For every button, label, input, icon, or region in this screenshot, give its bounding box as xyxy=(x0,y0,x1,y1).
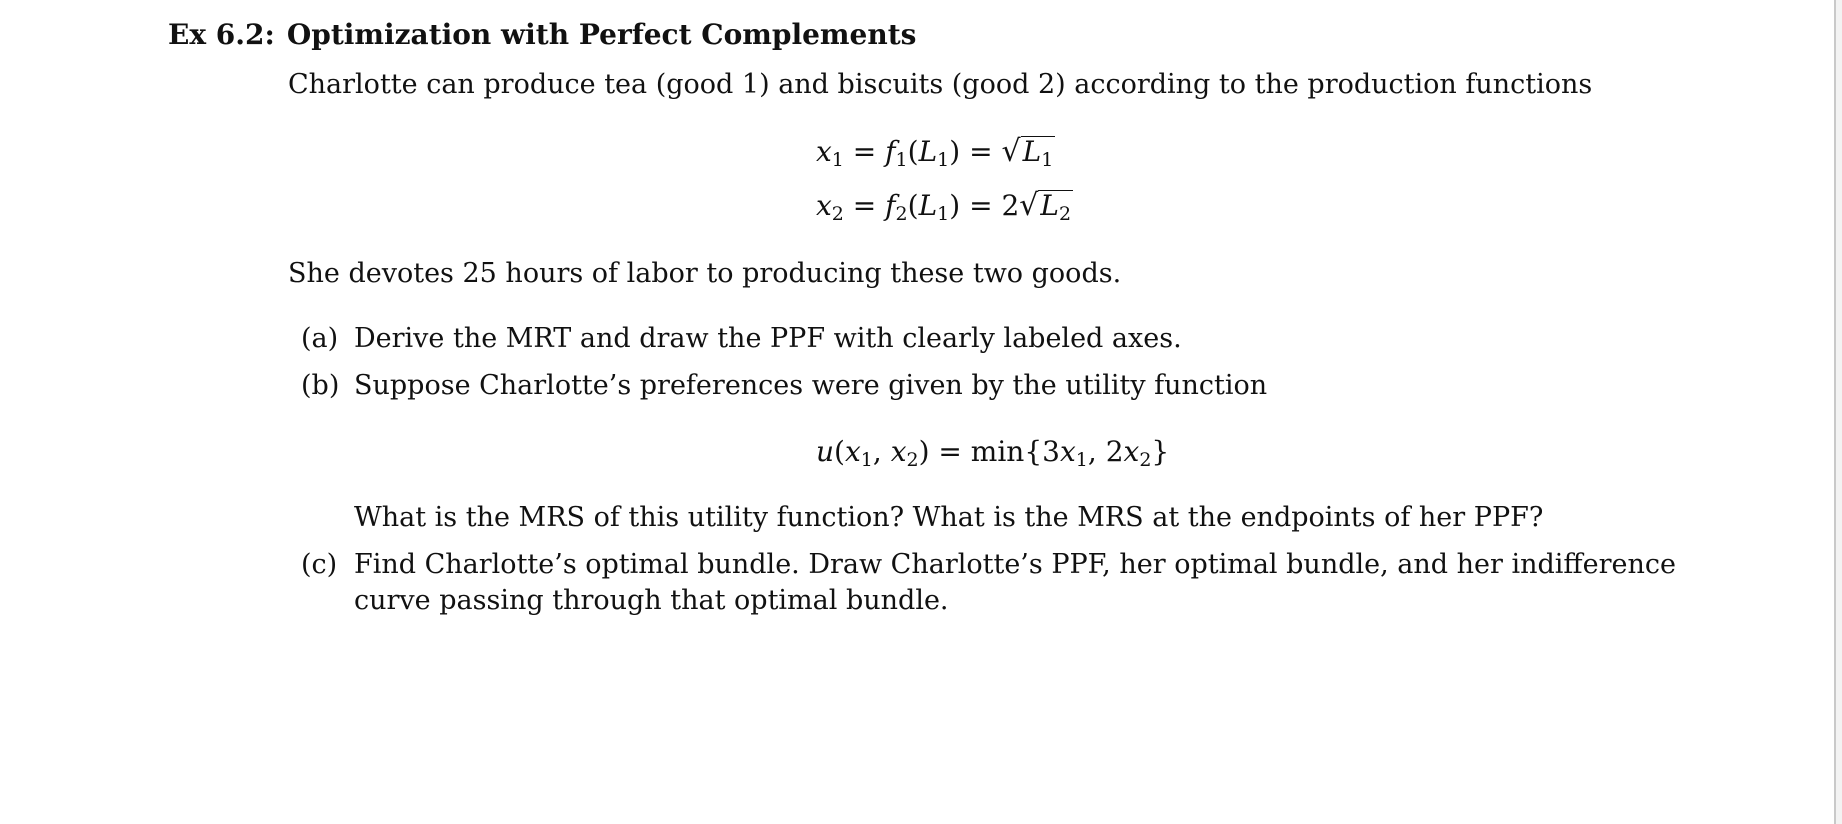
mrs-question: What is the MRS of this utility function? What is the MRS at the endpoints of her PPF? xyxy=(354,502,1544,533)
eq2-function-sub: 2 xyxy=(895,203,908,225)
eq2-coefficient: 2 xyxy=(1001,189,1020,222)
exercise-heading xyxy=(168,18,916,52)
eq1-arg: L xyxy=(918,135,938,168)
exercise-title: Optimization with Perfect Complements xyxy=(286,18,917,51)
utility-fn: u xyxy=(816,435,835,468)
eq2-arg: L xyxy=(918,189,938,222)
part-a-label: (a) xyxy=(301,323,339,354)
eq1-lhs-sub: 1 xyxy=(831,149,844,171)
part-c-text-line1: Find Charlotte’s optimal bundle. Draw Charlotte’s PPF, her optimal bundle, and her indifference xyxy=(354,549,1676,580)
eq1-function-sub: 1 xyxy=(895,149,908,171)
eq1-root: L xyxy=(1022,135,1042,168)
eq2-function: f xyxy=(885,189,896,222)
utility-coef2: 2 xyxy=(1105,435,1124,468)
labor-paragraph: She devotes 25 hours of labor to producing these two goods. xyxy=(288,258,1122,289)
production-equation-1: $x_1 = f_1(L_1) = √L_1$ xyxy=(816,134,1055,178)
utility-coef1: 3 xyxy=(1042,435,1060,468)
exercise-label: Ex 6.2: xyxy=(168,18,275,51)
part-b-label: (b) xyxy=(301,370,340,401)
eq2-arg-sub: 1 xyxy=(937,203,950,225)
eq2-root: L xyxy=(1040,189,1060,222)
viewer-gutter xyxy=(1836,0,1842,824)
production-equation-2: $x_2 = f_2(L_1) = 2√L_2$ xyxy=(816,188,1073,232)
part-c-label: (c) xyxy=(301,549,338,580)
part-a-text: Derive the MRT and draw the PPF with clearly labeled axes. xyxy=(354,323,1182,354)
intro-paragraph: Charlotte can produce tea (good 1) and biscuits (good 2) according to the production functions xyxy=(288,69,1593,100)
utility-min: min xyxy=(970,435,1025,468)
eq2-lhs: x xyxy=(816,189,832,222)
eq1-root-sub: 1 xyxy=(1041,149,1054,171)
part-b-text: Suppose Charlotte’s preferences were given by the utility function xyxy=(354,370,1268,401)
eq2-root-sub: 2 xyxy=(1059,203,1072,225)
part-c-text-line2: curve passing through that optimal bundle. xyxy=(354,585,949,616)
eq1-sqrt: $√L_1$ xyxy=(1001,134,1055,175)
eq1-lhs: x xyxy=(816,135,832,168)
utility-equation: $u(x_1$, $x_2) = \min\{3x_1$, $2x_2$} xyxy=(816,435,1170,471)
eq1-arg-sub: 1 xyxy=(937,149,950,171)
eq2-sqrt: $√L_2$ xyxy=(1019,188,1073,229)
eq2-lhs-sub: 2 xyxy=(831,203,844,225)
eq1-function: f xyxy=(885,135,896,168)
